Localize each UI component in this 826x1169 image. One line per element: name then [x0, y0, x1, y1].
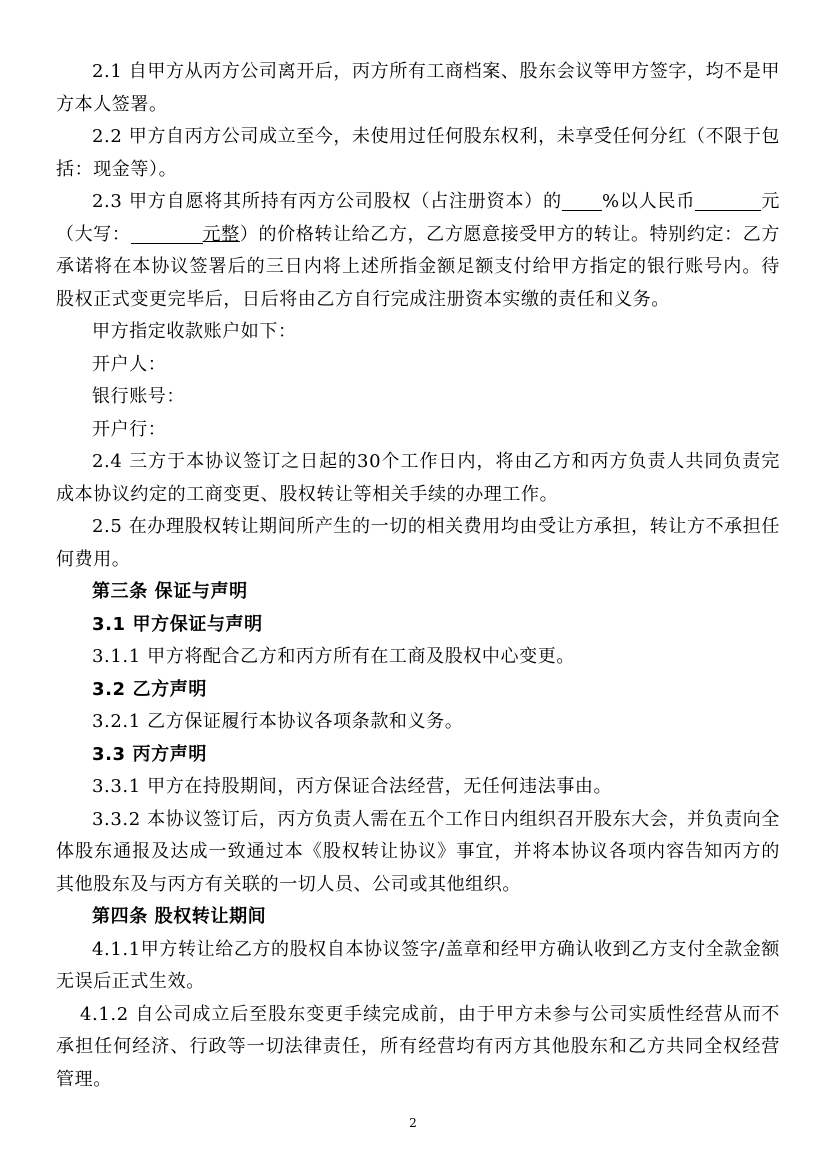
- clause-2-3-part-d: 元整: [202, 223, 240, 245]
- clause-2-5: 2.5 在办理股权转让期间所产生的一切的相关费用均由受让方承担，转让方不承担任何费用。: [56, 516, 780, 570]
- amount-blank: [695, 188, 761, 211]
- percent-blank: [562, 188, 602, 211]
- account-holder-label: 开户人：: [92, 353, 167, 375]
- article-4-heading: 第四条 股权转让期间: [92, 906, 267, 927]
- account-number-label: 银行账号：: [92, 386, 185, 407]
- clause-2-3: [56, 186, 780, 316]
- clause-2-2: 2.2 甲方自丙方公司成立至今，未使用过任何股东权利，未享受任何分红（不限于包括：现金等）。: [56, 126, 780, 180]
- amount-words-blank: [131, 221, 203, 244]
- clause-4-1-1: 4.1.1甲方转让给乙方的股权自本协议签字/盖章和经甲方确认收到乙方支付全款金额无误后正式生效。: [56, 938, 780, 992]
- section-3-3-heading: 3.3 丙方声明: [92, 743, 207, 765]
- clause-4-1-2: 4.1.2 自公司成立后至股东变更手续完成前，由于甲方未参与公司实质性经营从而不承担任何经济、行政等一切法律责任，所有经营均有丙方其他股东和乙方共同全权经营管理。: [56, 1003, 780, 1090]
- clause-2-4: 2.4 三方于本协议签订之日起的30个工作日内，将由乙方和丙方负责人共同负责完成本协议约定的工商变更、股权转让等相关手续的办理工作。: [56, 451, 780, 505]
- section-3-1-heading: 3.1 甲方保证与声明: [92, 613, 263, 635]
- clause-2-3-part-a: 2.3 甲方自愿将其所持有丙方公司股权（占注册资本）的: [92, 191, 562, 212]
- page-number: 2: [409, 1116, 417, 1130]
- clause-3-2-1: 3.2.1 乙方保证履行本协议各项条款和义务。: [92, 711, 464, 732]
- clause-2-3-part-e: ）的价格转让给乙方，乙方愿意接受甲方的转让。特别约定：乙方承诺将在本协议签署后的三日内将上述所指金额足额支付给甲方指定的银行账号内。待股权正式变更完毕后，日后将由乙方自行完成注册资本实缴的责任和义务。: [56, 223, 780, 310]
- account-bank-label: 开户行：: [92, 418, 167, 440]
- account-intro: 甲方指定收款账户如下：: [92, 321, 297, 342]
- clause-3-1-1: 3.1.1 甲方将配合乙方和丙方所有在工商及股权中心变更。: [92, 646, 575, 667]
- clause-2-3-part-b: %以人民币: [601, 191, 696, 212]
- article-3-heading: 第三条 保证与声明: [92, 581, 248, 602]
- clause-3-3-1: 3.3.1 甲方在持股期间，丙方保证合法经营，无任何违法事由。: [92, 776, 613, 797]
- clause-2-1: 2.1 自甲方从丙方公司离开后，丙方所有工商档案、股东会议等甲方签字，均不是甲方本人签署。: [56, 61, 780, 115]
- clause-3-3-2: 3.3.2 本协议签订后，丙方负责人需在五个工作日内组织召开股东大会，并负责向全体股东通报及达成一致通过本《股权转让协议》事宜，并将本协议各项内容告知丙方的其他股东及与丙方有关联的一切人员、公司或其他组织。: [56, 808, 780, 895]
- clause-2-3-part-c: 元（大写：: [56, 191, 780, 245]
- document-body: [56, 56, 780, 1096]
- section-3-2-heading: 3.2 乙方声明: [92, 678, 207, 700]
